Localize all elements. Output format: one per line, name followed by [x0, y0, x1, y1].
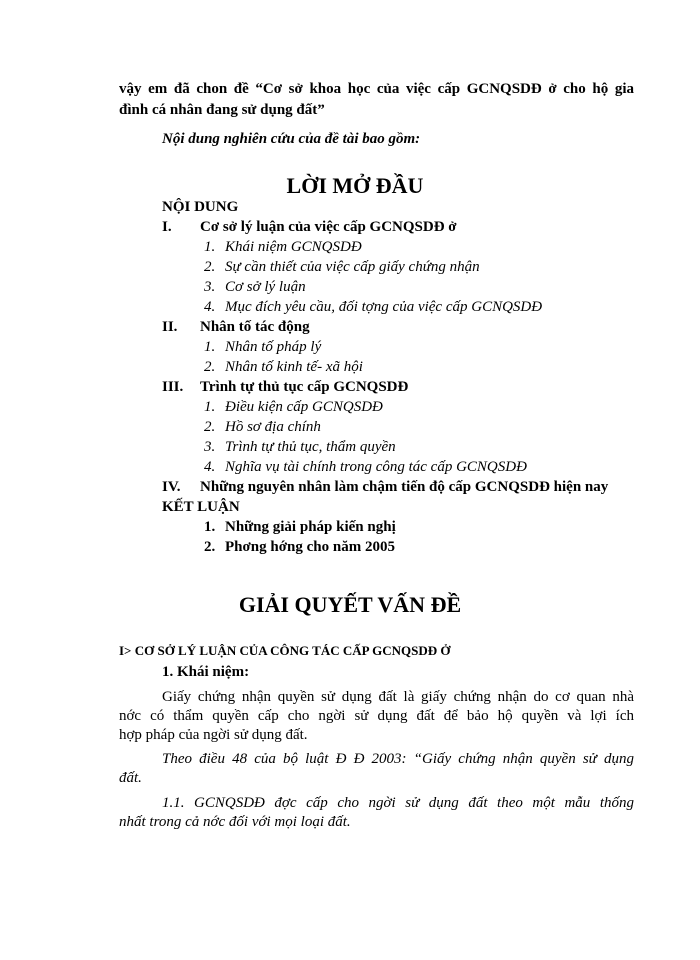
outline-item: [204, 278, 306, 296]
outline-item: [204, 438, 396, 456]
section-number: II.: [162, 319, 178, 335]
paragraph-2-line-1: Theo điều 48 của bộ luật Đ Đ 2003: “Giấy chứng nhận quyền sử dụng: [162, 751, 634, 767]
item-label: Cơ sở lý luận: [225, 279, 306, 295]
outline-section-3: [162, 378, 408, 396]
item-label: Nhân tố kinh tế- xã hội: [225, 359, 363, 375]
conclusion-item: [204, 538, 395, 556]
outline-item: [204, 418, 321, 436]
item-number: 4.: [204, 459, 216, 475]
paragraph-3-line-1: 1.1. GCNQSDĐ đợc cấp cho ngời sử dụng đất theo một mẫu thống: [162, 795, 634, 811]
paragraph-1-line-3: hợp pháp của ngời sử dụng đất.: [119, 727, 308, 743]
sub-heading: 1. Khái niệm:: [162, 664, 250, 680]
outline-section-2: [162, 318, 310, 336]
item-label: Khái niệm GCNQSDĐ: [225, 239, 362, 255]
outline-heading: NỘI DUNG: [162, 199, 239, 215]
outline-item: [204, 298, 542, 316]
item-label: Phơng hớng cho năm 2005: [225, 539, 395, 555]
intro-line-2: đình cá nhân đang sử dụng đất”: [119, 102, 325, 118]
item-label: Nhân tố pháp lý: [225, 339, 322, 355]
section-number: III.: [162, 379, 184, 395]
conclusion-heading: KẾT LUẬN: [162, 499, 240, 515]
outline-item: [204, 398, 383, 416]
item-number: 2.: [204, 539, 216, 555]
item-label: Mục đích yêu cầu, đối tợng của việc cấp GCNQSDĐ: [225, 299, 543, 315]
outline-section-4: [162, 478, 608, 496]
paragraph-3-line-2: nhất trong cả nớc đối với mọi loại đất.: [119, 814, 351, 830]
section-label: Trình tự thủ tục cấp GCNQSDĐ: [200, 379, 409, 395]
item-number: 1.: [204, 339, 216, 355]
intro-line-1: vậy em đã chon đề “Cơ sở khoa học của việc cấp GCNQSDĐ ở cho hộ gia: [119, 81, 634, 97]
section-heading: I> CƠ SỞ LÝ LUẬN CỦA CÔNG TÁC CẤP GCNQSDĐ Ở: [119, 643, 451, 658]
paragraph-1-line-1: Giấy chứng nhận quyền sử dụng đất là giấy chứng nhận do cơ quan nhà: [162, 689, 634, 705]
item-label: Hồ sơ địa chính: [225, 419, 321, 435]
outline-item: [204, 238, 362, 256]
title-giai-quyet-van-de: GIẢI QUYẾT VẤN ĐỀ: [238, 592, 462, 617]
item-number: 1.: [204, 399, 216, 415]
paragraph-2-line-2: đất.: [119, 770, 142, 786]
item-label: Những giải pháp kiến nghị: [225, 519, 396, 535]
title-loi-mo-dau: LỜI MỞ ĐẦU: [286, 173, 424, 198]
section-label: Cơ sở lý luận của việc cấp GCNQSDĐ ở: [200, 219, 457, 235]
item-number: 2.: [204, 359, 216, 375]
item-label: Nghĩa vụ tài chính trong công tác cấp GCNQSDĐ: [225, 459, 527, 475]
intro-line-3: Nội dung nghiên cứu của đề tài bao gồm:: [162, 131, 421, 147]
item-number: 2.: [204, 419, 216, 435]
conclusion-item: [204, 518, 396, 536]
item-number: 3.: [204, 279, 216, 295]
item-label: Trình tự thủ tục, thẩm quyền: [225, 439, 396, 455]
outline-section-1: [162, 218, 457, 236]
section-number: I.: [162, 219, 172, 235]
section-number: IV.: [162, 479, 181, 495]
outline-item: [204, 258, 480, 276]
outline-item: [204, 358, 363, 376]
outline-item: [204, 458, 527, 476]
paragraph-1-line-2: nớc có thẩm quyền cấp cho ngời sử dụng đất để bảo hộ quyền và lợi ích: [119, 708, 634, 724]
outline-item: [204, 338, 321, 356]
item-number: 2.: [204, 259, 216, 275]
section-label: Nhân tố tác động: [200, 319, 310, 335]
item-number: 1.: [204, 519, 216, 535]
item-number: 1.: [204, 239, 216, 255]
item-label: Sự cần thiết của việc cấp giấy chứng nhận: [225, 259, 480, 275]
item-number: 3.: [204, 439, 216, 455]
section-label: Những nguyên nhân làm chậm tiến độ cấp GCNQSDĐ hiện nay: [200, 479, 609, 495]
item-label: Điều kiện cấp GCNQSDĐ: [225, 399, 383, 415]
item-number: 4.: [204, 299, 216, 315]
